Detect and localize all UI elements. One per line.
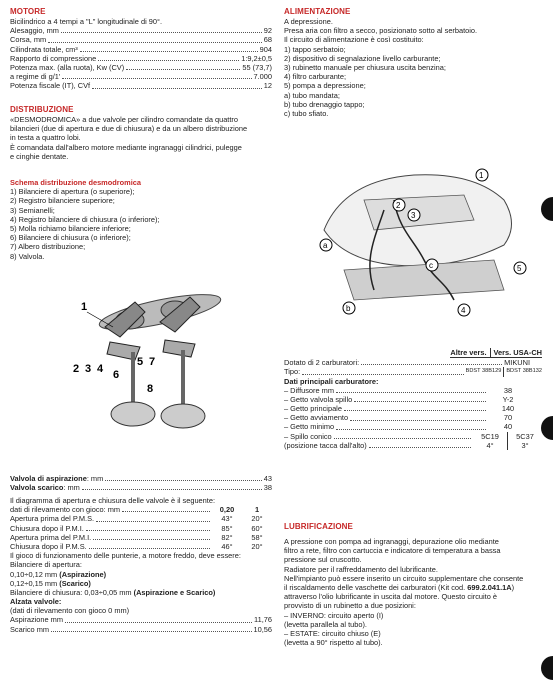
- diagram-header: [10, 505, 272, 514]
- carb-row-label: – Getto principale: [284, 404, 342, 414]
- schema-item: 4) Registro bilanciere di chiusura (o inferiore);: [10, 214, 160, 224]
- alzata-row-label: Aspirazione mm: [10, 615, 63, 625]
- alimentazione-text: [284, 17, 542, 118]
- fuel-label-4: 4: [461, 306, 466, 315]
- thumb-index-tab: [541, 656, 553, 680]
- sca-valve-row: [10, 483, 272, 492]
- asp-valve-value: 43: [263, 473, 272, 483]
- kit-line-text: il riscaldamento delle vaschette dei carburatori (Kit cod.: [284, 582, 466, 592]
- diagram-row-c2: 20°: [251, 514, 263, 524]
- motore-section: [10, 7, 272, 91]
- carb-tipo-c1: BDST 38B129: [465, 368, 502, 375]
- bil-apertura: Bilanciere di apertura:: [10, 560, 82, 570]
- carb-tacca-row: [284, 441, 542, 450]
- carb-row-leader: [354, 401, 486, 402]
- fuel-label-a: a: [323, 241, 328, 250]
- motore-spec-row-label: Potenza fiscale (IT), CVf: [10, 81, 91, 91]
- carb-rows: [284, 386, 542, 432]
- motore-spec-row: [10, 72, 272, 81]
- schema-title: Schema distribuzione desmodromica: [10, 178, 142, 187]
- carb-dotato-label: Dotato di 2 carburatori:: [284, 358, 360, 368]
- motore-spec-row-leader: [92, 88, 262, 89]
- motore-spec-row-value: 68: [263, 35, 272, 45]
- distribuzione-line: in testa a quattro lobi.: [10, 133, 81, 143]
- schema-item: 5) Molla richiamo bilanciere inferiore;: [10, 223, 131, 233]
- carb-row: [284, 413, 542, 422]
- diagram-row-label: Apertura prima del P.M.S.: [10, 514, 95, 524]
- carb-row-value: 40: [503, 422, 513, 432]
- alimentazione-title: ALIMENTAZIONE: [284, 7, 351, 16]
- diagram-row-leader: [96, 521, 210, 522]
- gioco-line: Il gioco di funzionamento delle punterie, a motore freddo, deve essere:: [10, 551, 241, 561]
- alzata-row-leader: [65, 622, 252, 623]
- carb-tipo-c2: BDST 38B132: [503, 367, 542, 376]
- lubrificazione-line: Nell'impianto può essere inserito un circuito supplementare che consente: [284, 573, 524, 583]
- carb-tacca-c1: 4°: [486, 440, 494, 450]
- diagram-row-label: Apertura prima del P.M.I.: [10, 532, 92, 542]
- motore-spec-row-label: Potenza max. (alla ruota), Kw (CV): [10, 62, 125, 72]
- carb-row-label: – Getto minimo: [284, 422, 335, 432]
- motore-spec-row: [10, 35, 272, 44]
- kit-code: 699.2.041.1A: [467, 582, 512, 592]
- diagram-rows: [10, 514, 272, 551]
- carb-col-head-1: Altre vers.: [450, 348, 489, 358]
- diagram-header-c2: 1: [254, 505, 260, 515]
- carb-spillo-row: [284, 432, 542, 441]
- fig-label-8: 8: [147, 383, 154, 395]
- carb-row-leader: [350, 420, 486, 421]
- carb-row-label: – Getto valvola spillo: [284, 394, 353, 404]
- fuel-label-3: 3: [411, 211, 416, 220]
- motore-intro: Bicilindrico a 4 tempi a "L" longitudinale di 90°.: [10, 17, 162, 26]
- lubrificazione-section: [284, 522, 542, 647]
- schema-item: 8) Valvola.: [10, 251, 45, 261]
- carb-row: [284, 404, 542, 413]
- motore-spec-row: [10, 26, 272, 35]
- diagram-row-leader: [89, 548, 210, 549]
- motore-specs-list: [10, 26, 272, 90]
- carb-tacca-c2: 3°: [507, 441, 542, 450]
- motore-spec-row-label: Cilindrata totale, cm³: [10, 44, 78, 54]
- carb-row-value: Y-2: [502, 394, 514, 404]
- alimentazione-line: b) tubo drenaggio tappo;: [284, 99, 365, 109]
- alimentazione-line: a) tubo mandata;: [284, 90, 340, 100]
- motore-title: MOTORE: [10, 7, 46, 16]
- diagram-row-c1: 43°: [221, 514, 233, 524]
- diagram-row-c2: 60°: [251, 523, 263, 533]
- diagram-row-c1: 46°: [221, 541, 233, 551]
- carb-row-value: 38: [503, 385, 513, 395]
- thumb-index-tab: [541, 416, 553, 440]
- alimentazione-line: 5) pompa a depressione;: [284, 81, 366, 91]
- schema-list: [10, 187, 272, 261]
- carb-spillo-label: – Spillo conico: [284, 431, 332, 441]
- asp-range-line: [10, 570, 272, 579]
- fuel-label-c: c: [429, 261, 433, 270]
- sca-valve-unit: : mm: [63, 483, 80, 493]
- distribuzione-section: [10, 105, 272, 161]
- motore-spec-row-value: 12: [263, 81, 272, 91]
- diagram-row-leader: [86, 530, 210, 531]
- asp-valve-label: Valvola di aspirazione: [10, 473, 87, 483]
- lubrificazione-line: pressione sul cruscotto.: [284, 555, 362, 565]
- distribuzione-line: È comandata dall'albero motore mediante ingranaggi cilindrici, pulegge: [10, 142, 242, 152]
- fig-label-6: 6: [113, 369, 120, 381]
- diagram-header-c1: 0,20: [219, 505, 235, 515]
- kit-line: il riscaldamento delle vaschette dei carburatori (Kit cod. 699.2.041.1A): [284, 582, 515, 592]
- alzata-row-label: Scarico mm: [10, 624, 50, 634]
- lubrificazione-title: LUBRIFICAZIONE: [284, 522, 353, 531]
- diagram-header-label: dati di rilevamento con gioco: mm: [10, 505, 121, 515]
- carb-row: [284, 395, 542, 404]
- schema-section: [10, 178, 272, 261]
- alzata-row: [10, 625, 272, 634]
- lubrificazione-line: filtro a rete, filtro con cartuccia e indicatore di temperatura a bassa: [284, 546, 501, 556]
- diagram-row-leader: [93, 539, 210, 540]
- diagram-row: [10, 533, 272, 542]
- carb-col-headers: [284, 349, 542, 358]
- motore-spec-row: [10, 63, 272, 72]
- fig-label-2: 2: [73, 363, 80, 375]
- motore-spec-row-leader: [61, 32, 262, 33]
- asp-valve-unit: : mm: [86, 473, 104, 483]
- lubrificazione-line: attraverso l'olio lubrificante in uscita dal motore. Questo circuito è: [284, 592, 497, 602]
- bil-chiusura: Bilanciere di chiusura: 0,03÷0,05 mm: [10, 587, 132, 597]
- alimentazione-line: 2) dispositivo di segnalazione livello carburante;: [284, 53, 441, 63]
- motore-spec-row-value: 904: [259, 44, 272, 54]
- alimentazione-section: [284, 7, 542, 118]
- motore-spec-row-label: Alesaggio, mm: [10, 26, 59, 36]
- lubrificazione-line: A pressione con pompa ad ingranaggi, depurazione olio mediante: [284, 537, 499, 546]
- motore-spec-row-leader: [80, 51, 258, 52]
- alimentazione-line: Presa aria con filtro a secco, posizionato sotto al serbatoio.: [284, 26, 478, 36]
- alimentazione-line: 3) rubinetto manuale per chiusura uscita benzina;: [284, 62, 446, 72]
- motore-spec-row: [10, 81, 272, 90]
- alimentazione-line: c) tubo sfiato.: [284, 108, 329, 118]
- distribuzione-line: e cinghie dentate.: [10, 151, 69, 161]
- sca-valve-value: 38: [263, 483, 272, 493]
- fuel-label-1: 1: [479, 171, 484, 180]
- lubrificazione-line: – ESTATE: circuito chiuso (E): [284, 628, 381, 638]
- alzata-note: (dati di rilevamento con gioco 0 mm): [10, 606, 130, 616]
- carb-spillo-c1: 5C19: [481, 431, 499, 441]
- motore-spec-row-leader: [48, 42, 262, 43]
- carb-spillo-c2: 5C37: [507, 432, 542, 441]
- carb-row-leader: [336, 429, 486, 430]
- alzata-row-leader: [51, 631, 251, 632]
- lubrificazione-line: (levetta a 90° rispetto al tubo).: [284, 638, 383, 648]
- both-word: (Aspirazione e Scarico): [133, 587, 216, 597]
- diagramma-section: [10, 496, 272, 634]
- fig-label-4: 4: [97, 363, 104, 375]
- diagram-row-c2: 20°: [251, 541, 263, 551]
- diagram-row-label: Chiusura dopo il P.M.S.: [10, 541, 87, 551]
- motore-spec-row: [10, 45, 272, 54]
- fuel-label-b: b: [346, 304, 351, 313]
- motore-spec-row-label: Rapporto di compressione: [10, 53, 97, 63]
- diagram-intro: Il diagramma di apertura e chiusura delle valvole è il seguente:: [10, 496, 216, 505]
- valvole-section: [10, 474, 272, 492]
- carb-row: [284, 423, 542, 432]
- distribuzione-line: «DESMODROMICA» a due valvole per cilindro comandate da quattro: [10, 115, 238, 124]
- asp-range: 0,10÷0,12 mm: [10, 569, 58, 579]
- motore-spec-row-label: a regime di g/1': [10, 72, 61, 82]
- schema-item: 3) Semianelli;: [10, 205, 55, 215]
- schema-item: 6) Bilanciere di chiusura (o inferiore);: [10, 233, 131, 243]
- distribuzione-text: [10, 115, 272, 161]
- diagram-row: [10, 524, 272, 533]
- distribuzione-line: bilancieri (due di apertura e due di chiusura) e da un albero distribuzione: [10, 124, 248, 134]
- motore-spec-row-leader: [62, 78, 251, 79]
- carb-tacca-label: (posizione tacca dall'alto): [284, 440, 367, 450]
- carb-col-head-2: Vers. USA-CH: [490, 348, 542, 358]
- diagram-row: [10, 542, 272, 551]
- bil-chiusura-line: [10, 588, 272, 597]
- schema-item: 1) Bilanciere di apertura (o superiore);: [10, 187, 135, 197]
- alzata-title: Alzata valvole:: [10, 597, 62, 607]
- distribuzione-title: DISTRIBUZIONE: [10, 105, 74, 114]
- diagram-row-c1: 82°: [221, 532, 233, 542]
- carb-dotato-value: MIKUNI: [504, 358, 530, 368]
- thumb-index-tab: [541, 197, 553, 221]
- motore-spec-row-leader: [98, 60, 239, 61]
- sca-valve-label: Valvola scarico: [10, 483, 64, 493]
- motore-spec-row-leader: [126, 69, 240, 70]
- carb-row-value: 140: [501, 404, 515, 414]
- alimentazione-line: A depressione.: [284, 17, 333, 26]
- sca-range: 0,12÷0,15 mm: [10, 578, 58, 588]
- fuel-label-5: 5: [517, 264, 522, 273]
- carb-row-value: 70: [503, 413, 513, 423]
- lubrificazione-text: [284, 537, 542, 583]
- diagram-row-c1: 85°: [221, 523, 233, 533]
- lubrificazione-text-2: [284, 592, 542, 647]
- lubrificazione-line: (levetta parallela al tubo).: [284, 619, 367, 629]
- carb-main-title: Dati principali carburatore:: [284, 376, 379, 386]
- schema-item: 2) Registro bilanciere superiore;: [10, 196, 115, 206]
- carb-tipo-row: [284, 367, 542, 376]
- fig-label-5: 5: [137, 356, 144, 368]
- fuel-label-2: 2: [396, 201, 401, 210]
- fig-label-1: 1: [81, 301, 88, 313]
- carburatori-section: [284, 349, 542, 450]
- motore-spec-row: [10, 54, 272, 63]
- carb-row: [284, 386, 542, 395]
- alzata-row-value: 10,56: [253, 624, 272, 634]
- carb-row-label: – Getto avviamento: [284, 413, 349, 423]
- fig-label-7: 7: [149, 356, 156, 368]
- alimentazione-line: 4) filtro carburante;: [284, 72, 347, 82]
- desmodromic-figure: [65, 272, 245, 442]
- diagram-row: [10, 514, 272, 523]
- sca-range-line: [10, 579, 272, 588]
- asp-valve-row: [10, 474, 272, 483]
- carb-dotato-row: [284, 358, 542, 367]
- lubrificazione-line: – INVERNO: circuito aperto (I): [284, 610, 384, 620]
- carb-row-label: – Diffusore mm: [284, 385, 334, 395]
- motore-spec-row-value: 1:9,2±0,5: [241, 53, 272, 63]
- alzata-rows: [10, 615, 272, 633]
- asp-word: (Aspirazione): [59, 569, 107, 579]
- diagram-row-c2: 58°: [251, 532, 263, 542]
- carb-tipo-label: Tipo:: [284, 367, 301, 377]
- motore-spec-row-value: 55 (73,7): [242, 62, 272, 72]
- schema-item: 7) Albero distribuzione;: [10, 242, 86, 252]
- alimentazione-line: 1) tappo serbatoio;: [284, 44, 346, 54]
- alzata-row-value: 11,76: [254, 615, 272, 625]
- carb-row-leader: [344, 410, 486, 411]
- lubrificazione-line: Radiatore per il raffreddamento del lubrificante.: [284, 564, 438, 574]
- motore-spec-row-label: Corsa, mm: [10, 35, 47, 45]
- alzata-row: [10, 615, 272, 624]
- motore-spec-row-value: 7.000: [253, 72, 272, 82]
- diagram-row-label: Chiusura dopo il P.M.I.: [10, 523, 84, 533]
- carb-row-leader: [336, 392, 486, 393]
- sca-word: (Scarico): [59, 578, 91, 588]
- fuel-system-figure: [304, 160, 534, 320]
- motore-spec-row-value: 92: [263, 26, 272, 36]
- alimentazione-line: Il circuito di alimentazione è così costituito:: [284, 35, 424, 45]
- fig-label-3: 3: [85, 363, 92, 375]
- lubrificazione-line: provvisto di un rubinetto a due posizioni:: [284, 601, 416, 611]
